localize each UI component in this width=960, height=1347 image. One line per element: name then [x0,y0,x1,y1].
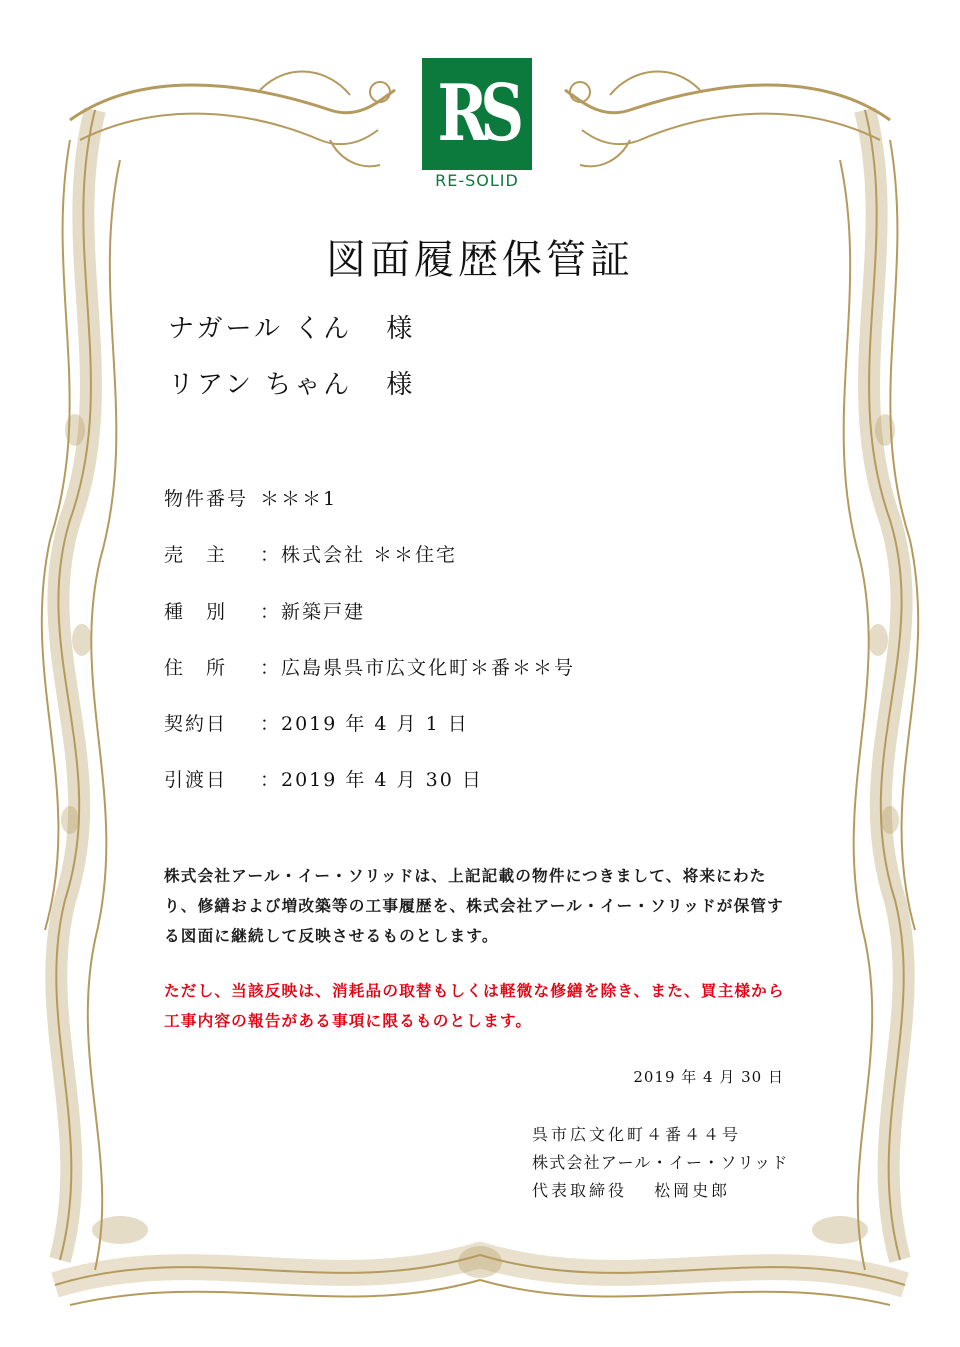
detail-property-number [164,484,337,511]
detail-value: ：広島県呉市広文化町＊番＊＊号 [260,657,576,679]
detail-value: ：新築戸建 [260,601,366,623]
detail-label: 売 主 [164,544,228,566]
issuer-address: 呉市広文化町４番４４号 [532,1125,742,1144]
company-logo [422,58,532,196]
detail-label: 住 所 [164,657,228,679]
logo-wordmark: RE-SOLID [435,171,519,190]
recipient-name: リアン ちゃん [168,370,353,400]
detail-value: ＊＊＊1 [260,488,338,510]
recipient-1 [168,308,415,345]
recipient-name: ナガール くん [168,314,353,344]
detail-value: ：株式会社 ＊＊住宅 [260,544,458,566]
recipient-honorific: 様 [386,370,416,400]
issuer-company: 株式会社アール・イー・ソリッド [532,1153,789,1172]
detail-contract-date [164,709,469,736]
certificate-title: 図面履歴保管証 [326,237,634,283]
conditions-note: ただし、当該反映は、消耗品の取替もしくは軽微な修繕を除き、また、買主様から工事内容の報告がある事項に限るものとします。 [164,981,785,1030]
detail-type [164,597,365,624]
detail-delivery-date [164,765,483,792]
recipient-2 [168,364,415,401]
issuer-representative: 代表取締役 松岡史郎 [532,1181,731,1200]
detail-label: 引渡日 [164,769,228,791]
recipient-honorific: 様 [386,314,416,344]
detail-label: 種 別 [164,601,228,623]
detail-seller [164,540,457,567]
detail-label: 契約日 [164,713,228,735]
detail-value: ：2019 年 4 月 1 日 [260,713,469,735]
detail-label: 物件番号 [164,488,249,510]
main-statement: 株式会社アール・イー・ソリッドは、上記記載の物件につきまして、将来にわたり、修繕および増改築等の工事履歴を、株式会社アール・イー・ソリッドが保管する図面に継続して反映させるものとします。 [164,866,784,945]
detail-value: ：2019 年 4 月 30 日 [260,769,483,791]
issue-date: 2019 年 4 月 30 日 [633,1068,784,1086]
detail-address [164,653,575,680]
logo-mark: RS [437,68,517,159]
